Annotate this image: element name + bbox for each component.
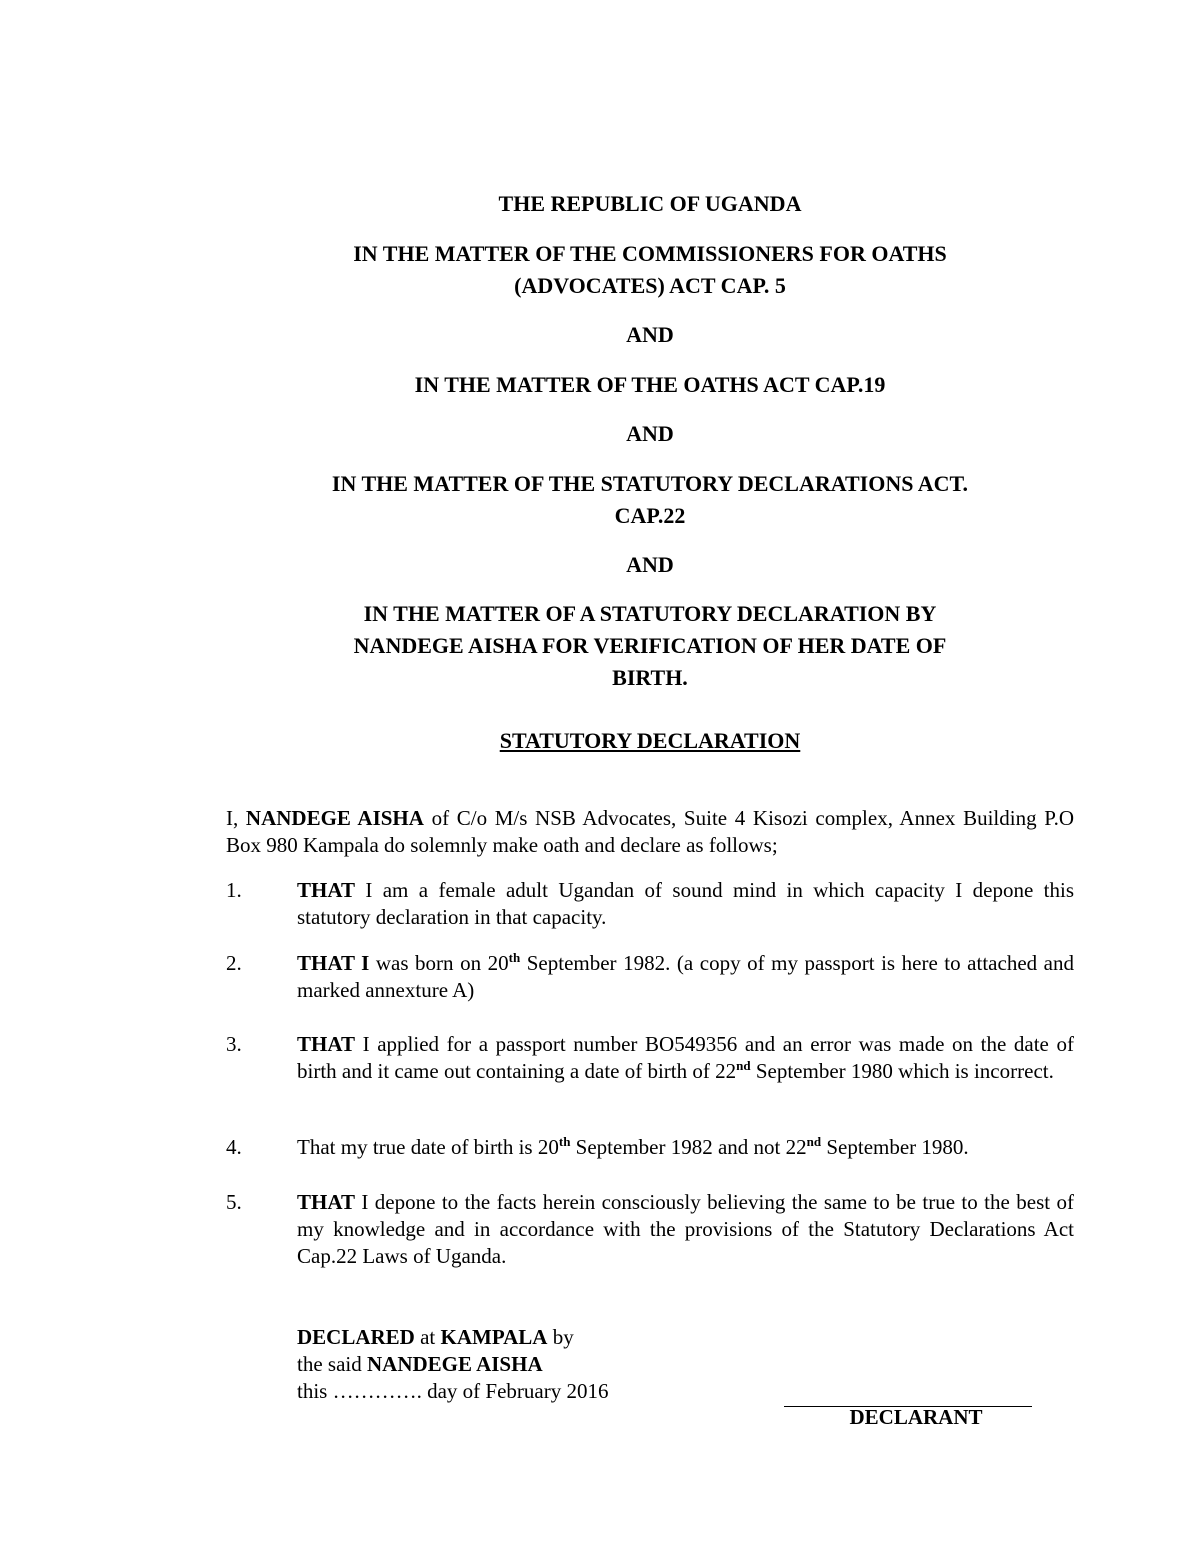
heading-declaration-matter-line2: NANDEGE AISHA FOR VERIFICATION OF HER DATE OF — [353, 633, 947, 658]
item-2-superscript: th — [508, 950, 521, 965]
item-1-body: I am a female adult Ugandan of sound mind in which capacity I depone this statutory declaration in that capacity. — [297, 878, 1074, 929]
intro-prefix: I, — [226, 806, 246, 830]
heading-oaths-act: IN THE MATTER OF THE OATHS ACT CAP.19 — [414, 372, 886, 397]
item-2-body-a: was born on 20 — [369, 951, 509, 975]
item-5-body: I depone to the facts herein consciously believing the same to be true to the best of my knowledge and in accordance with the provisions of the Statutory Declarations Act Cap.22 Laws of Uganda. — [297, 1190, 1074, 1268]
item-3-body-b: September 1980 which is incorrect. — [750, 1059, 1054, 1083]
heading-commissioners-act-line2: (ADVOCATES) ACT CAP. 5 — [514, 273, 786, 298]
jurat-block — [297, 1324, 608, 1405]
jurat-line-1 — [297, 1324, 608, 1351]
heading-statutory-declarations-act-line1: IN THE MATTER OF THE STATUTORY DECLARATIONS ACT. — [331, 471, 969, 496]
item-1-text — [297, 877, 1074, 931]
item-3-superscript: nd — [736, 1058, 751, 1073]
item-5-number: 5. — [226, 1190, 242, 1214]
item-2-number: 2. — [226, 951, 242, 975]
item-4-body-b: September 1982 and not 22 — [570, 1135, 807, 1159]
intro-text: of C/o M/s NSB Advocates, Suite 4 Kisozi complex, Annex Building P.O Box 980 Kampala do solemnly make oath and declare as follows; — [226, 806, 1074, 857]
item-3-number: 3. — [226, 1032, 242, 1056]
document-title — [220, 725, 1080, 756]
heading-republic: THE REPUBLIC OF UGANDA — [498, 191, 802, 216]
item-1-lead: THAT — [297, 878, 355, 902]
declarant-label: DECLARANT — [849, 1405, 983, 1429]
heading-and-3: AND — [626, 552, 674, 577]
item-3-text — [297, 1031, 1074, 1085]
jurat-declared: DECLARED — [297, 1325, 415, 1349]
jurat-said: the said — [297, 1352, 367, 1376]
heading-commissioners-act-line1: IN THE MATTER OF THE COMMISSIONERS FOR OATHS — [353, 241, 947, 266]
document-title-text: STATUTORY DECLARATION — [499, 728, 801, 753]
item-4-body-a: That my true date of birth is 20 — [297, 1135, 559, 1159]
item-4-body-c: September 1980. — [821, 1135, 969, 1159]
jurat-line-3: this …………. day of February 2016 — [297, 1379, 609, 1403]
item-5-text — [297, 1189, 1074, 1270]
jurat-at: at — [414, 1325, 441, 1349]
item-4-superscript-a: th — [558, 1134, 571, 1149]
heading-statutory-declarations-act-line2: CAP.22 — [614, 503, 686, 528]
item-3-body-a: I applied for a passport number BO549356 and an error was made on the date of birth and it came out containing a date of birth of 22 — [297, 1032, 1074, 1083]
item-2-body-b: September 1982. (a copy of my passport is here to attached and marked annexture A) — [297, 951, 1075, 1002]
item-4-number: 4. — [226, 1135, 242, 1159]
heading-declaration-matter-line1: IN THE MATTER OF A STATUTORY DECLARATION BY — [363, 601, 937, 626]
heading-and-1: AND — [626, 322, 674, 347]
item-1-number: 1. — [226, 878, 242, 902]
item-4-superscript-b: nd — [806, 1134, 822, 1149]
jurat-place: KAMPALA — [440, 1325, 548, 1349]
jurat-name: NANDEGE AISHA — [366, 1352, 543, 1376]
item-4-text — [297, 1134, 1074, 1161]
heading-and-2: AND — [626, 421, 674, 446]
intro-paragraph — [226, 805, 1074, 859]
item-2-lead: THAT I — [297, 951, 370, 975]
item-3-lead: THAT — [297, 1032, 355, 1056]
jurat-by: by — [547, 1325, 574, 1349]
heading-declaration-matter-line3: BIRTH. — [612, 665, 688, 690]
jurat-line-2 — [297, 1351, 608, 1378]
intro-declarant-name: NANDEGE AISHA — [245, 806, 424, 830]
item-2-text — [297, 950, 1074, 1004]
item-5-lead: THAT — [297, 1190, 355, 1214]
